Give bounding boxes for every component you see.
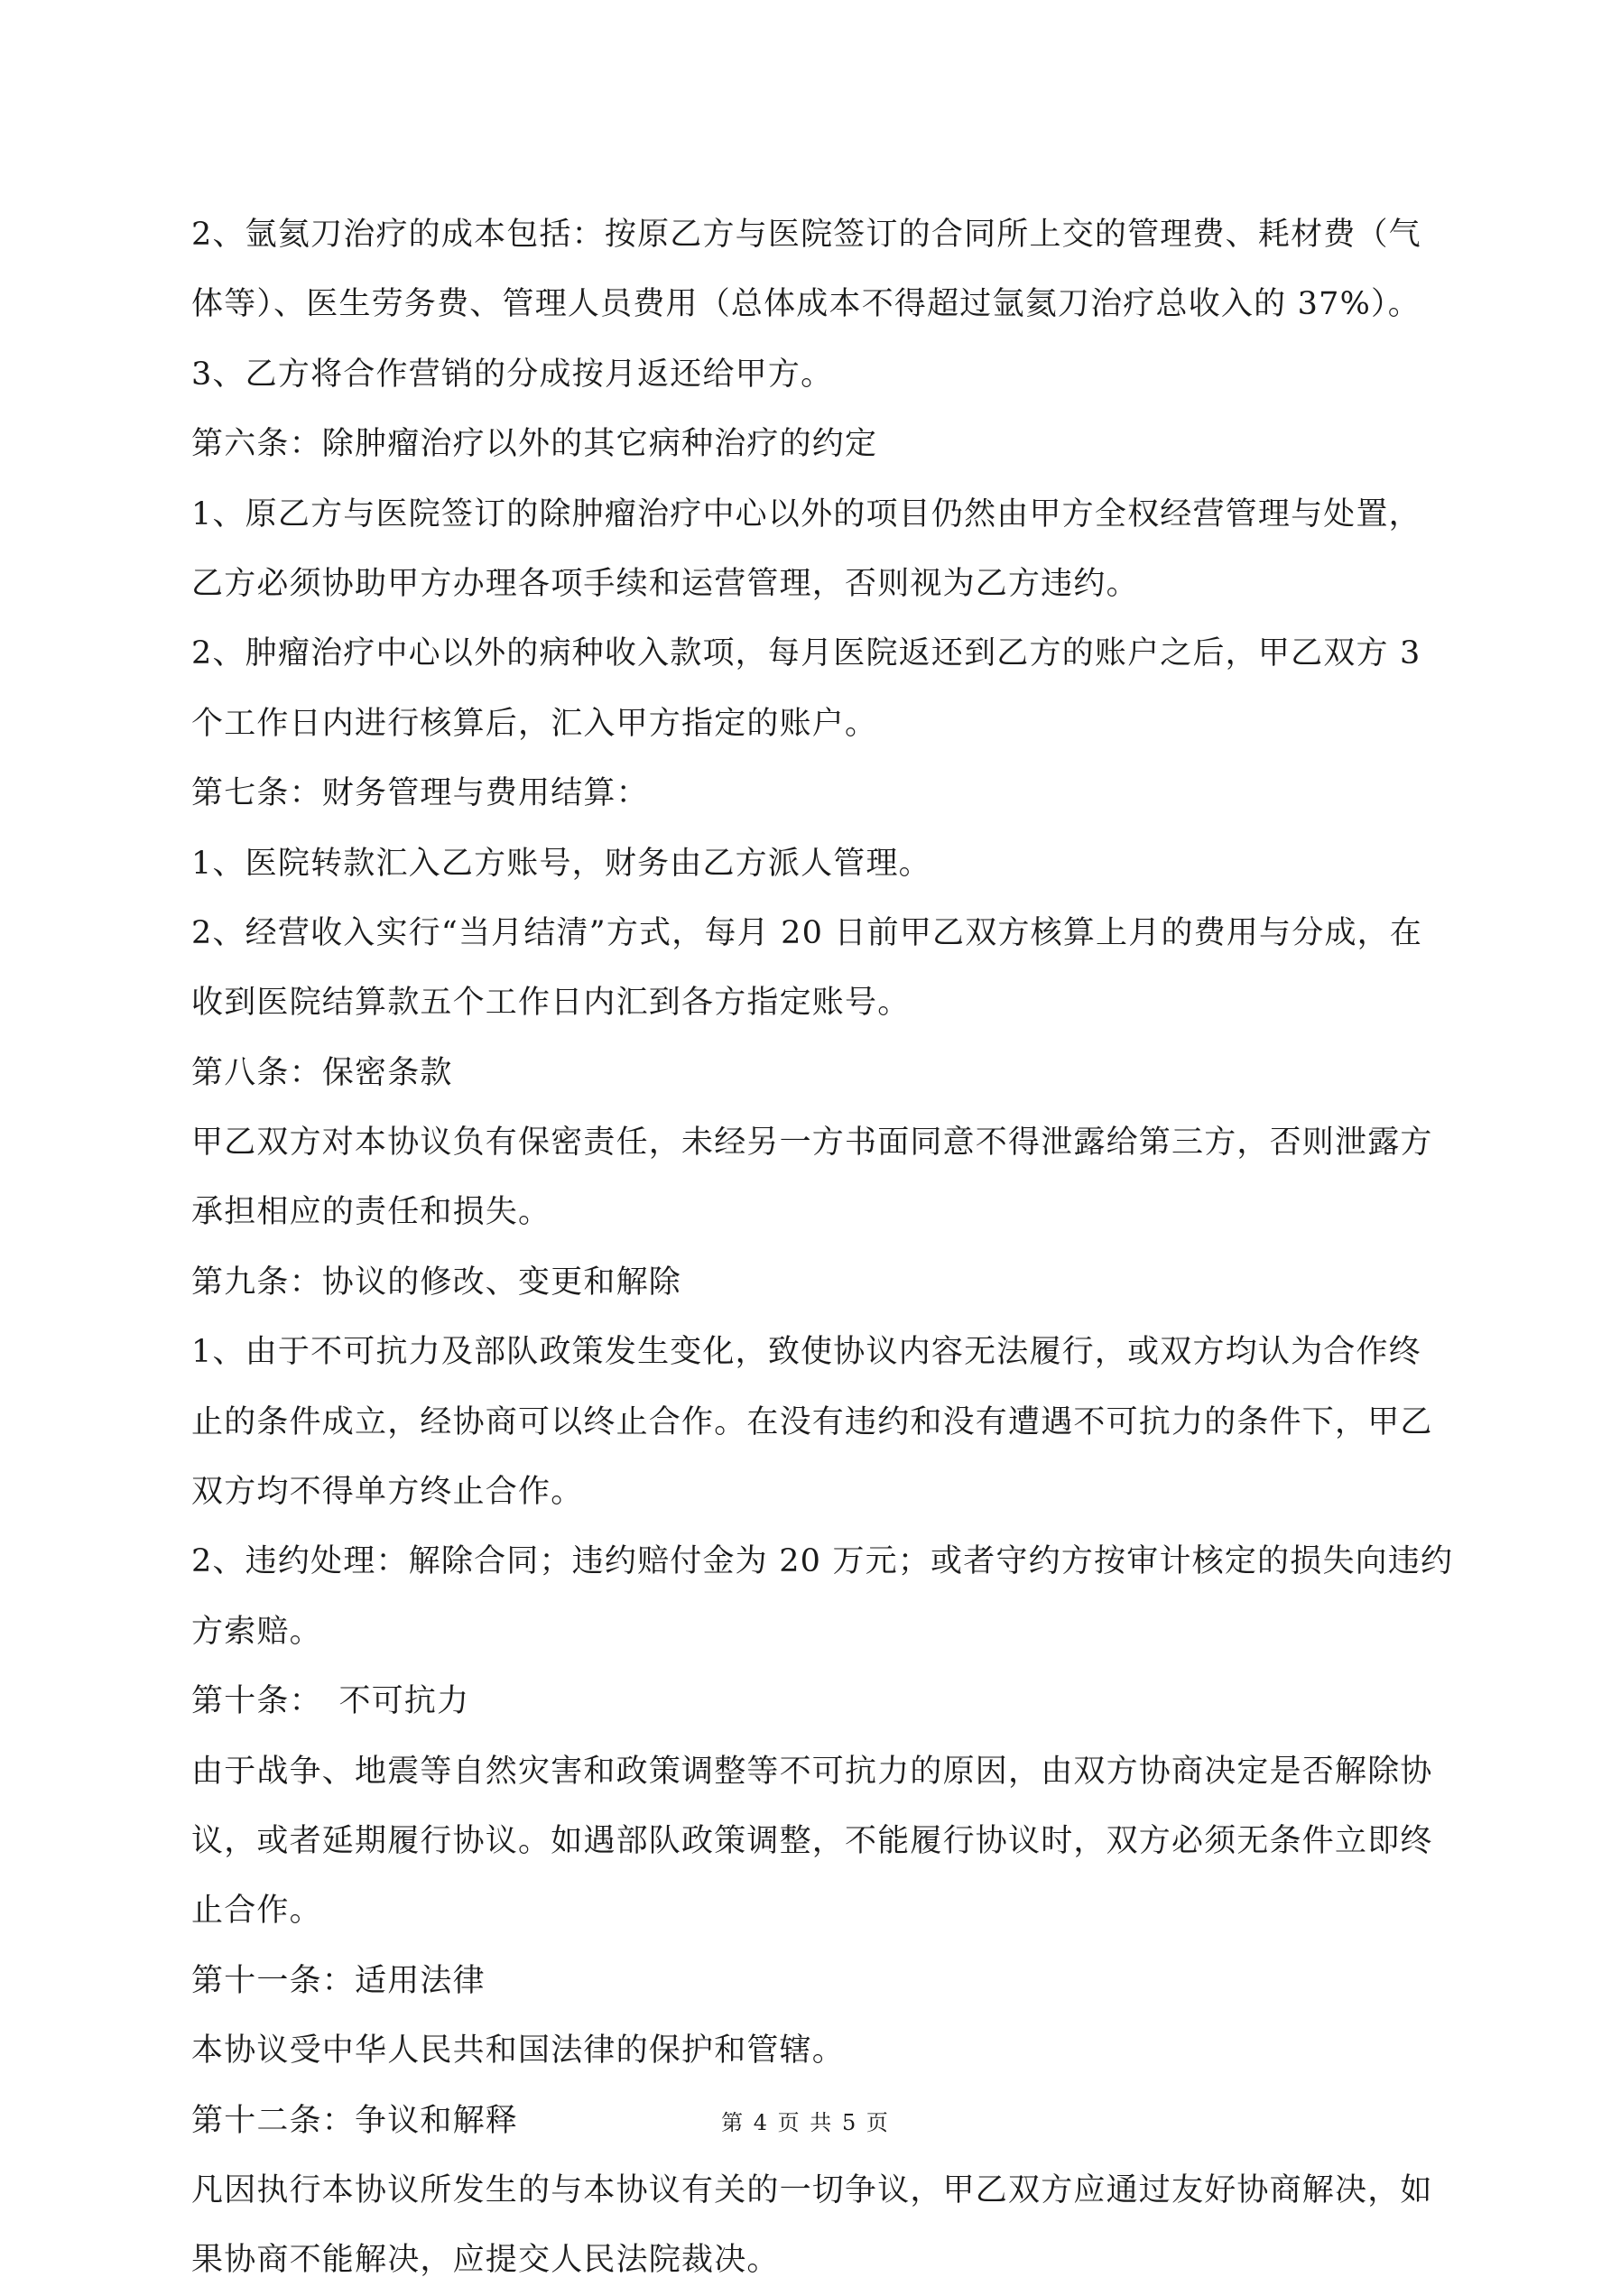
text-line: 承担相应的责任和损失。 [191,1194,551,1231]
text-line: 1、原乙方与医院签订的除肿瘤治疗中心以外的项目仍然由甲方全权经营管理与处置， [191,495,1421,532]
text-line: 2、肿瘤治疗中心以外的病种收入款项，每月医院返还到乙方的账户之后，甲乙双方 3 [191,635,1421,672]
text-line: 体等）、医生劳务费、管理人员费用（总体成本不得超过氩氦刀治疗总收入的 37%）。 [191,286,1421,323]
section-heading: 第十条： 不可抗力 [191,1683,470,1720]
document-body [191,200,1454,2296]
section-heading: 第九条：协议的修改、变更和解除 [191,1264,682,1301]
section-heading: 第七条：财务管理与费用结算： [191,775,649,812]
text-line: 议，或者延期履行协议。如遇部队政策调整，不能履行协议时，双方必须无条件立即终 [191,1822,1433,1859]
section-heading: 第八条：保密条款 [191,1054,453,1091]
text-line: 2、违约处理：解除合同；违约赔付金为 20 万元；或者守约方按审计核定的损失向违约 [191,1543,1454,1580]
section-heading: 第十一条：适用法律 [191,1962,486,1999]
text-line: 本协议受中华人民共和国法律的保护和管辖。 [191,2032,846,2069]
page-number-footer: 第 4 页 共 5 页 [721,2110,890,2135]
text-line: 2、氩氦刀治疗的成本包括：按原乙方与医院签订的合同所上交的管理费、耗材费（气 [191,217,1421,253]
text-line: 止合作。 [191,1893,322,1930]
text-line: 果协商不能解决，应提交人民法院裁决。 [191,2242,780,2279]
text-line: 2、经营收入实行“当月结清”方式，每月 20 日前甲乙双方核算上月的费用与分成，在 [191,914,1423,951]
text-line: 止的条件成立，经协商可以终止合作。在没有违约和没有遭遇不可抗力的条件下，甲乙 [191,1403,1433,1440]
text-line: 甲乙双方对本协议负有保密责任，未经另一方书面同意不得泄露给第三方，否则泄露方 [191,1125,1433,1162]
text-line: 凡因执行本协议所发生的与本协议有关的一切争议，甲乙双方应通过友好协商解决，如 [191,2171,1433,2208]
text-line: 个工作日内进行核算后，汇入甲方指定的账户。 [191,705,878,742]
text-line: 双方均不得单方终止合作。 [191,1474,584,1511]
text-line: 收到医院结算款五个工作日内汇到各方指定账号。 [191,985,911,1022]
text-line: 乙方必须协助甲方办理各项手续和运营管理，否则视为乙方违约。 [191,565,1139,602]
text-line: 由于战争、地震等自然灾害和政策调整等不可抗力的原因，由双方协商决定是否解除协 [191,1753,1433,1790]
text-line: 方索赔。 [191,1613,322,1650]
section-heading: 第六条：除肿瘤治疗以外的其它病种治疗的约定 [191,426,878,463]
text-line: 3、乙方将合作营销的分成按月返还给甲方。 [191,356,834,393]
text-line: 1、医院转款汇入乙方账号，财务由乙方派人管理。 [191,845,931,882]
text-line: 1、由于不可抗力及部队政策发生变化，致使协议内容无法履行，或双方均认为合作终 [191,1334,1421,1371]
section-heading: 第十二条：争议和解释 [191,2102,519,2139]
